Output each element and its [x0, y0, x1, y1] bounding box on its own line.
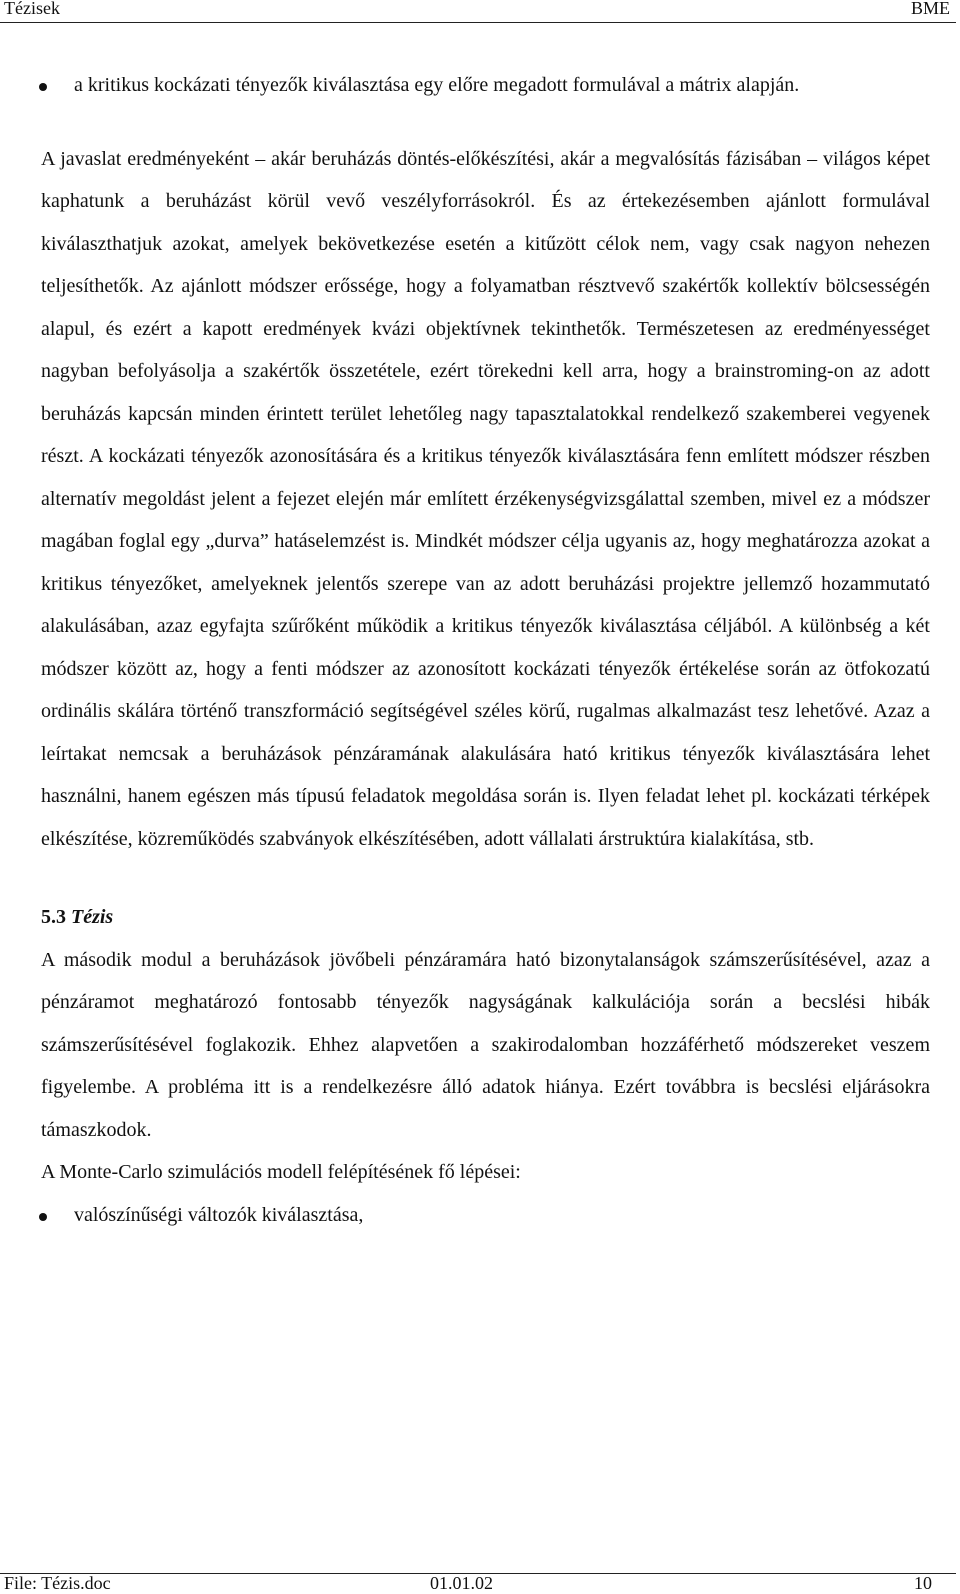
page-number: 10 [914, 1573, 932, 1593]
list-intro: A Monte-Carlo szimulációs modell felépítésének fő lépései: [41, 1161, 521, 1183]
bullet-text: a kritikus kockázati tényezők kiválasztása egy előre megadott formulával a mátrix alapján. [74, 74, 800, 96]
footer-filename: File: Tézis.doc [4, 1573, 111, 1593]
page-footer [0, 1573, 956, 1594]
body-paragraph: A javaslat eredményeként – akár beruházás döntés-előkészítési, akár a megvalósítás fázisában – világos képet kaphatunk a beruházást körül vevő veszélyforrásokról. És az értekezésemben ajánlott formulával kiválaszthatjuk azokat, amelyek bekövetkezése esetén a kitűzött célok nem, vagy csak nagyon nehezen teljesíthetők. Az ajánlott módszer erőssége, hogy a folyamatban résztvevő szakértők kollektív bölcsességén alapul, és ezért a kapott eredmények kvázi objektívnek tekinthetők. Természetesen az eredményességet nagyban befolyásolja a szakértők összetétele, ezért törekedni kell arra, hogy a brainstroming-on az adott beruházás kapcsán minden érintett terület lehetőleg nagy tapasztalatokkal rendelkező szakemberei vegyenek részt. A kockázati tényezők azonosítására és a kritikus tényezők kiválasztására fenn említett módszer részben alternatív megoldást jelent a fejezet elején már említett érzékenységvizsgálattal szemben, mivel ez a módszer magában foglal egy „durva” hatáselemzést is. Mindkét módszer célja ugyanis az, hogy meghatározza azokat a kritikus tényezőket, amelyeknek jelentős szerepe van az adott beruházási projektre jellemző hozammutató alakulásában, azaz egyfajta szűrőként működik a kritikus tényezők kiválasztása céljából. A különbség a két módszer között az, hogy a fenti módszer az azonosított kockázati tényezők értékelése során az ötfokozatú ordinális skálára történő transzformáció segítségével széles körű, rugalmas alkalmazást tesz lehetővé. Azaz a leírtakat nemcsak a beruházások pénzáramának alakulására ható kritikus tényezők kiválasztására lehet használni, hanem egészen más típusú feladatok megoldása során is. Ilyen feladat lehet pl. kockázati térképek elkészítése, közreműködés szabványok elkészítésében, adott vállalati árstruktúra kialakítása, stb. [41, 147, 930, 850]
page-body [41, 64, 930, 1236]
bullet-item [0, 64, 930, 107]
bullet-icon [39, 83, 47, 91]
bullet-item [0, 1194, 930, 1237]
bullet-icon [39, 1213, 47, 1221]
header-title: Tézisek [4, 0, 60, 18]
body-paragraph: A második modul a beruházások jövőbeli pénzáramára ható bizonytalanságok számszerűsítésével, azaz a pénzáramot meghatározó fontosabb tényezők nagyságának kalkulációja során a becslési hibák számszerűsítésével foglakozik. Ehhez alapvetően a szakirodalomban hozzáférhető módszereket veszem figyelembe. A probléma itt is a rendelkezésre álló adatok hiánya. Ezért továbbra is becslési eljárásokra támaszkodok. [41, 948, 930, 1141]
header-institution: BME [910, 0, 950, 18]
section-title: Tézis [71, 906, 114, 928]
bullet-text: valószínűségi változók kiválasztása, [74, 1203, 364, 1226]
section-number: 5.3 [41, 906, 66, 928]
page-header [0, 0, 956, 23]
section-heading [41, 896, 930, 939]
footer-date: 01.01.02 [430, 1573, 493, 1593]
